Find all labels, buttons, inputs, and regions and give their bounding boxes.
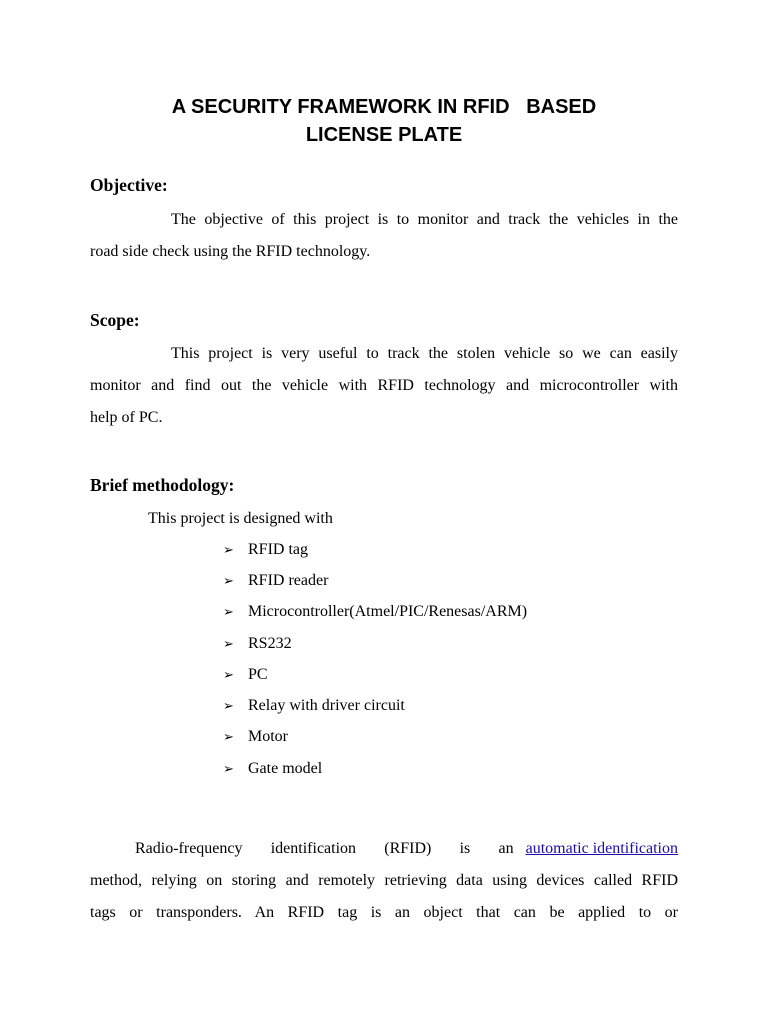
list-item: ➢ Microcontroller(Atmel/PIC/Renesas/ARM)	[223, 602, 527, 623]
arrow-bullet-icon: ➢	[223, 637, 234, 652]
list-item: ➢ RFID reader	[223, 571, 328, 592]
objective-heading: Objective:	[90, 175, 168, 195]
rfid-paragraph-line1-text: Radio-frequency identification (RFID) is an	[135, 840, 514, 857]
arrow-bullet-icon: ➢	[223, 699, 234, 714]
list-item: ➢ Motor	[223, 727, 288, 748]
automatic-identification-link[interactable]: automatic identification	[525, 840, 678, 857]
objective-line1: The objective of this project is to monitor and track the vehicles in the	[171, 211, 678, 228]
list-item: ➢ Relay with driver circuit	[223, 696, 405, 717]
scope-line3: help of PC.	[90, 409, 163, 426]
methodology-heading: Brief methodology:	[90, 475, 235, 495]
arrow-bullet-icon: ➢	[223, 543, 234, 558]
arrow-bullet-icon: ➢	[223, 574, 234, 589]
document-title-line2: LICENSE PLATE	[305, 124, 463, 146]
scope-line2: monitor and find out the vehicle with RFID technology and microcontroller with	[90, 377, 678, 394]
list-item: ➢ RFID tag	[223, 540, 308, 561]
list-item: ➢ PC	[223, 665, 268, 686]
document-title-line1: A SECURITY FRAMEWORK IN RFID BASED	[171, 96, 597, 118]
rfid-paragraph-line1	[135, 839, 678, 859]
arrow-bullet-icon: ➢	[223, 762, 234, 777]
objective-line2: road side check using the RFID technology.	[90, 243, 371, 260]
rfid-paragraph-line3: tags or transponders. An RFID tag is an object that can be applied to or	[90, 904, 678, 921]
scope-line1: This project is very useful to track the stolen vehicle so we can easily	[171, 345, 678, 362]
arrow-bullet-icon: ➢	[223, 730, 234, 745]
arrow-bullet-icon: ➢	[223, 668, 234, 683]
rfid-paragraph-line2: method, relying on storing and remotely retrieving data using devices called RFID	[90, 872, 678, 889]
scope-heading: Scope:	[90, 310, 140, 330]
methodology-intro: This project is designed with	[148, 510, 333, 527]
list-item: ➢ RS232	[223, 634, 292, 655]
list-item: ➢ Gate model	[223, 759, 322, 780]
arrow-bullet-icon: ➢	[223, 605, 234, 620]
